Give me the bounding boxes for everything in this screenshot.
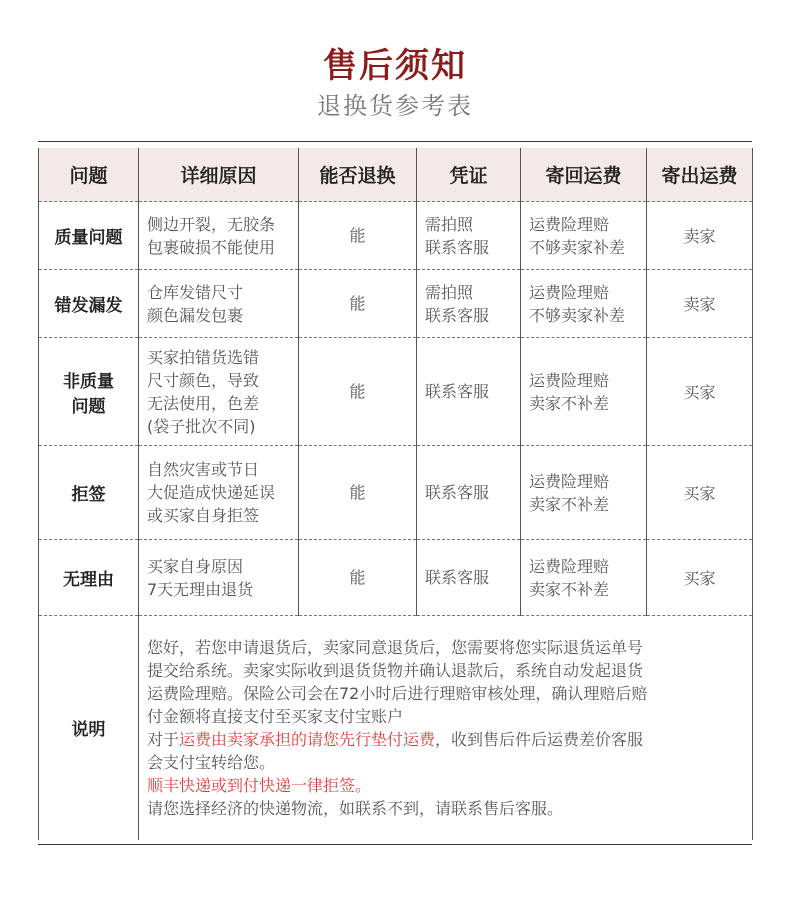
note-text: ，收到售后件后运费差价客服	[435, 729, 644, 749]
note-highlight-text: 运费由卖家承担的请您先行垫付运费	[179, 729, 436, 749]
reason-cell: 买家自身原因 7天无理由退货	[139, 540, 299, 616]
returnable-cell: 能	[299, 202, 417, 270]
note-row	[39, 616, 753, 840]
top-divider	[38, 141, 752, 142]
reason-cell: 自然灾害或节日 大促造成快递延误 或买家自身拒签	[139, 446, 299, 540]
evidence-cell: 需拍照 联系客服	[417, 270, 521, 338]
note-line	[147, 751, 744, 774]
note-line	[147, 682, 744, 705]
note-body	[139, 616, 753, 840]
note-line	[147, 728, 744, 751]
note-line	[147, 774, 744, 797]
evidence-cell: 需拍照 联系客服	[417, 202, 521, 270]
note-line	[147, 659, 744, 682]
reason-cell: 买家拍错货选错 尺寸颜色，导致 无法使用，色差 (袋子批次不同)	[139, 338, 299, 446]
note-text: 运费险理赔。保险公司会在72小时后进行理赔审核处理，确认理赔后赔	[147, 683, 648, 703]
issue-cell: 错发漏发	[39, 270, 139, 338]
returnable-cell: 能	[299, 270, 417, 338]
note-line	[147, 797, 744, 820]
page-title: 售后须知	[323, 46, 467, 86]
col-header-evidence: 凭证	[417, 148, 521, 202]
ship-fee-cell: 买家	[647, 338, 753, 446]
returnable-cell: 能	[299, 540, 417, 616]
evidence-cell: 联系客服	[417, 540, 521, 616]
return-fee-cell: 运费险理赔 不够卖家补差	[521, 270, 647, 338]
issue-cell: 拒签	[39, 446, 139, 540]
return-fee-cell: 运费险理赔 不够卖家补差	[521, 202, 647, 270]
note-text: 您好，若您申请退货后，卖家同意退货后，您需要将您实际退货运单号	[147, 637, 644, 657]
issue-cell: 非质量 问题	[39, 338, 139, 446]
ship-fee-cell: 卖家	[647, 270, 753, 338]
reason-cell: 侧边开裂，无胶条 包裹破损不能使用	[139, 202, 299, 270]
return-fee-cell: 运费险理赔 卖家不补差	[521, 540, 647, 616]
returnable-cell: 能	[299, 338, 417, 446]
issue-cell: 质量问题	[39, 202, 139, 270]
note-text: 付金额将直接支付至买家支付宝账户	[147, 706, 404, 726]
col-header-ship-fee: 寄出运费	[647, 148, 753, 202]
note-text: 会支付宝转给您。	[147, 752, 276, 772]
reason-cell: 仓库发错尺寸 颜色漏发包裹	[139, 270, 299, 338]
col-header-reason: 详细原因	[139, 148, 299, 202]
table-row	[39, 540, 753, 616]
ship-fee-cell: 买家	[647, 540, 753, 616]
return-fee-cell: 运费险理赔 卖家不补差	[521, 446, 647, 540]
note-text: 对于	[147, 729, 180, 749]
evidence-cell: 联系客服	[417, 446, 521, 540]
note-line	[147, 636, 744, 659]
col-header-returnable: 能否退换	[299, 148, 417, 202]
table-row	[39, 338, 753, 446]
note-label: 说明	[39, 616, 139, 840]
issue-cell: 无理由	[39, 540, 139, 616]
col-header-return-fee: 寄回运费	[521, 148, 647, 202]
table-row	[39, 202, 753, 270]
note-line	[147, 705, 744, 728]
ship-fee-cell: 卖家	[647, 202, 753, 270]
returnable-cell: 能	[299, 446, 417, 540]
bottom-divider	[38, 844, 752, 845]
return-policy-table	[38, 148, 753, 840]
table-row	[39, 270, 753, 338]
table-header-row	[39, 148, 753, 202]
ship-fee-cell: 买家	[647, 446, 753, 540]
note-highlight-text: 顺丰快递或到付快递一律拒签。	[147, 775, 372, 795]
evidence-cell: 联系客服	[417, 338, 521, 446]
note-text: 请您选择经济的快递物流，如联系不到，请联系售后客服。	[147, 798, 564, 818]
return-fee-cell: 运费险理赔 卖家不补差	[521, 338, 647, 446]
note-text: 提交给系统。卖家实际收到退货货物并确认退款后，系统自动发起退货	[147, 660, 644, 680]
page-subtitle: 退换货参考表	[317, 92, 473, 120]
table-row	[39, 446, 753, 540]
col-header-issue: 问题	[39, 148, 139, 202]
